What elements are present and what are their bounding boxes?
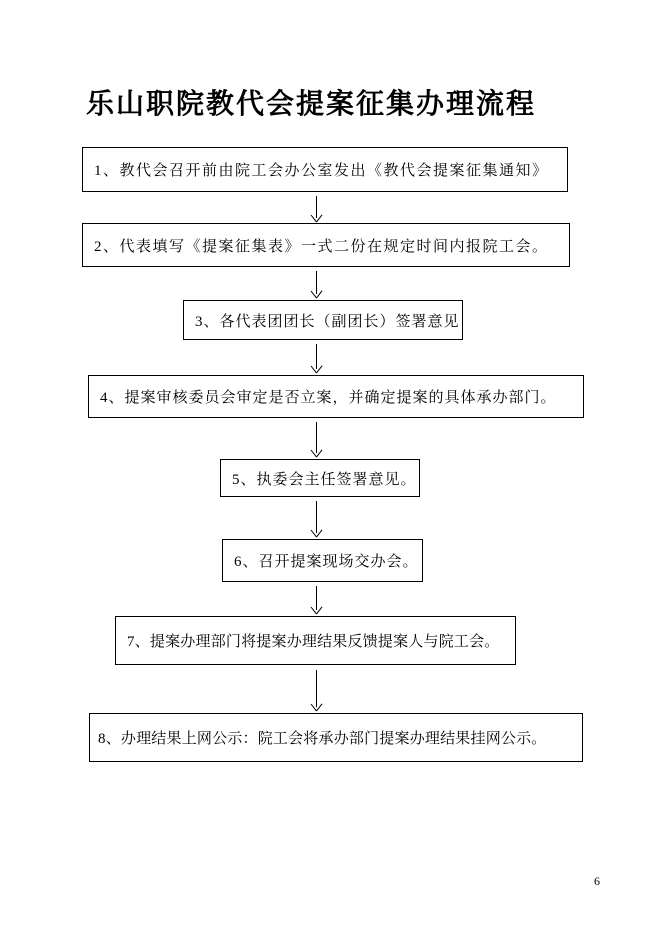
- down-arrow-icon: [309, 344, 324, 373]
- arrow-shaft: [316, 670, 317, 707]
- down-arrow-icon: [309, 196, 324, 222]
- flow-step-8: 8、办理结果上网公示：院工会将承办部门提案办理结果挂网公示。: [89, 713, 583, 762]
- arrow-head: [316, 450, 323, 458]
- page-title: 乐山职院教代会提案征集办理流程: [85, 89, 536, 120]
- arrow-head: [316, 291, 323, 299]
- flow-step-4: 4、提案审核委员会审定是否立案，并确定提案的具体承办部门。: [88, 375, 584, 418]
- arrow-shaft: [316, 196, 317, 218]
- arrow-head: [316, 607, 323, 615]
- page-number: 6: [594, 874, 600, 888]
- arrow-shaft: [316, 271, 317, 294]
- arrow-shaft: [316, 344, 317, 369]
- down-arrow-icon: [309, 670, 324, 711]
- down-arrow-icon: [309, 586, 324, 614]
- arrow-head: [316, 704, 323, 712]
- arrow-shaft: [316, 501, 317, 533]
- flow-step-5: 5、执委会主任签署意见。: [220, 459, 420, 497]
- down-arrow-icon: [309, 271, 324, 298]
- down-arrow-icon: [309, 422, 324, 457]
- flow-step-3: 3、各代表团团长（副团长）签署意见: [183, 300, 463, 340]
- flow-step-2: 2、代表填写《提案征集表》一式二份在规定时间内报院工会。: [82, 223, 570, 267]
- arrow-shaft: [316, 586, 317, 610]
- arrow-shaft: [316, 422, 317, 453]
- flow-step-6: 6、召开提案现场交办会。: [222, 539, 423, 582]
- flow-step-7: 7、提案办理部门将提案办理结果反馈提案人与院工会。: [115, 616, 516, 665]
- arrow-head: [316, 215, 323, 223]
- down-arrow-icon: [309, 501, 324, 537]
- arrow-head: [316, 530, 323, 538]
- flow-step-1: 1、教代会召开前由院工会办公室发出《教代会提案征集通知》: [82, 147, 568, 192]
- arrow-head: [316, 366, 323, 374]
